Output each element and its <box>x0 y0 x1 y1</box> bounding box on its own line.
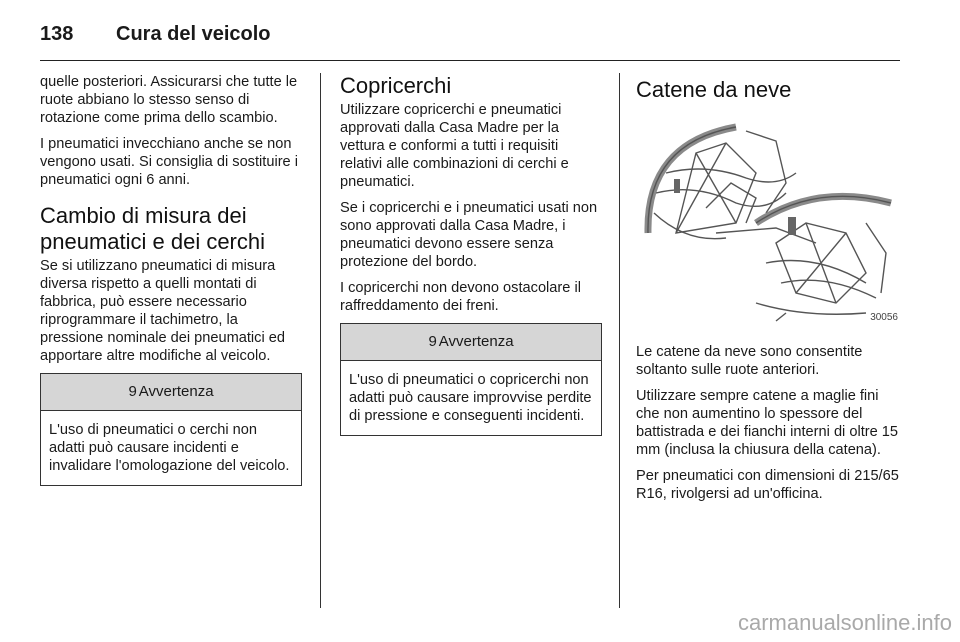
page-header <box>40 14 920 54</box>
section-heading: Catene da neve <box>636 77 792 102</box>
header-rule <box>40 60 900 61</box>
snow-chains-drawing <box>636 113 900 329</box>
paragraph: I pneumatici invecchiano anche se non vengono usati. Si consiglia di sostituire i pneumatici ogni 6 anni. <box>40 136 298 188</box>
paragraph: Le catene da neve sono consentite soltanto sulle ruote anteriori. <box>636 344 863 378</box>
column-1 <box>40 73 302 486</box>
paragraph: Se i copricerchi e i pneumatici usati non sono approvati dalla Casa Madre, i pneumatici devono essere senza protezione del bordo. <box>340 200 598 270</box>
warning-text: L'uso di pneumatici o cerchi non adatti può causare incidenti e invalidare l'omologazione del veicolo. <box>49 422 290 474</box>
column-2 <box>340 73 602 436</box>
column-3 <box>636 73 900 511</box>
paragraph: I copricerchi non devono ostacolare il raffreddamento dei freni. <box>340 280 581 314</box>
paragraph: Utilizzare sempre catene a maglie fini che non aumentino lo spessore del battistrada e dei fianchi interni di oltre 15 mm (inclusa la chiusura della catena). <box>636 388 899 458</box>
section-title: Cura del veicolo <box>116 22 271 45</box>
warning-title: Avvertenza <box>138 383 214 400</box>
snow-chains-illustration <box>636 113 900 329</box>
page-number: 138 <box>40 22 74 45</box>
section-heading: Copricerchi <box>340 73 452 98</box>
warning-text: L'uso di pneumatici o copricerchi non adatti può causare improvvise perdite di pressione e conseguenti incidenti. <box>349 372 592 424</box>
paragraph: quelle posteriori. Assicurarsi che tutte le ruote abbiano lo stesso senso di rotazione come prima dello scambio. <box>40 74 298 126</box>
warning-header <box>341 324 601 361</box>
column-divider <box>619 73 620 608</box>
warning-header <box>41 374 301 411</box>
column-divider <box>320 73 321 608</box>
figure-code: 30056 <box>870 312 898 323</box>
paragraph: Se si utilizzano pneumatici di misura diversa rispetto a quelli montati di fabbrica, può essere necessario riprogrammare il tachimetro, la pressione nominale dei pneumatici ed apportare altre modifiche al veicolo. <box>40 258 286 364</box>
warning-box <box>40 373 302 486</box>
paragraph: Utilizzare copricerchi e pneumatici approvati dalla Casa Madre per la vettura e conformi a tutti i requisiti relativi alle combinazioni di cerchi e pneumatici. <box>340 102 569 190</box>
watermark: carmanualsonline.info <box>737 610 952 635</box>
paragraph: Per pneumatici con dimensioni di 215/65 R16, rivolgersi ad un'officina. <box>636 468 899 502</box>
warning-icon: 9 <box>428 333 437 350</box>
warning-box <box>340 323 602 436</box>
warning-title: Avvertenza <box>438 333 514 350</box>
warning-icon: 9 <box>128 383 137 400</box>
section-heading: Cambio di misura dei pneumatici e dei cerchi <box>40 203 266 254</box>
